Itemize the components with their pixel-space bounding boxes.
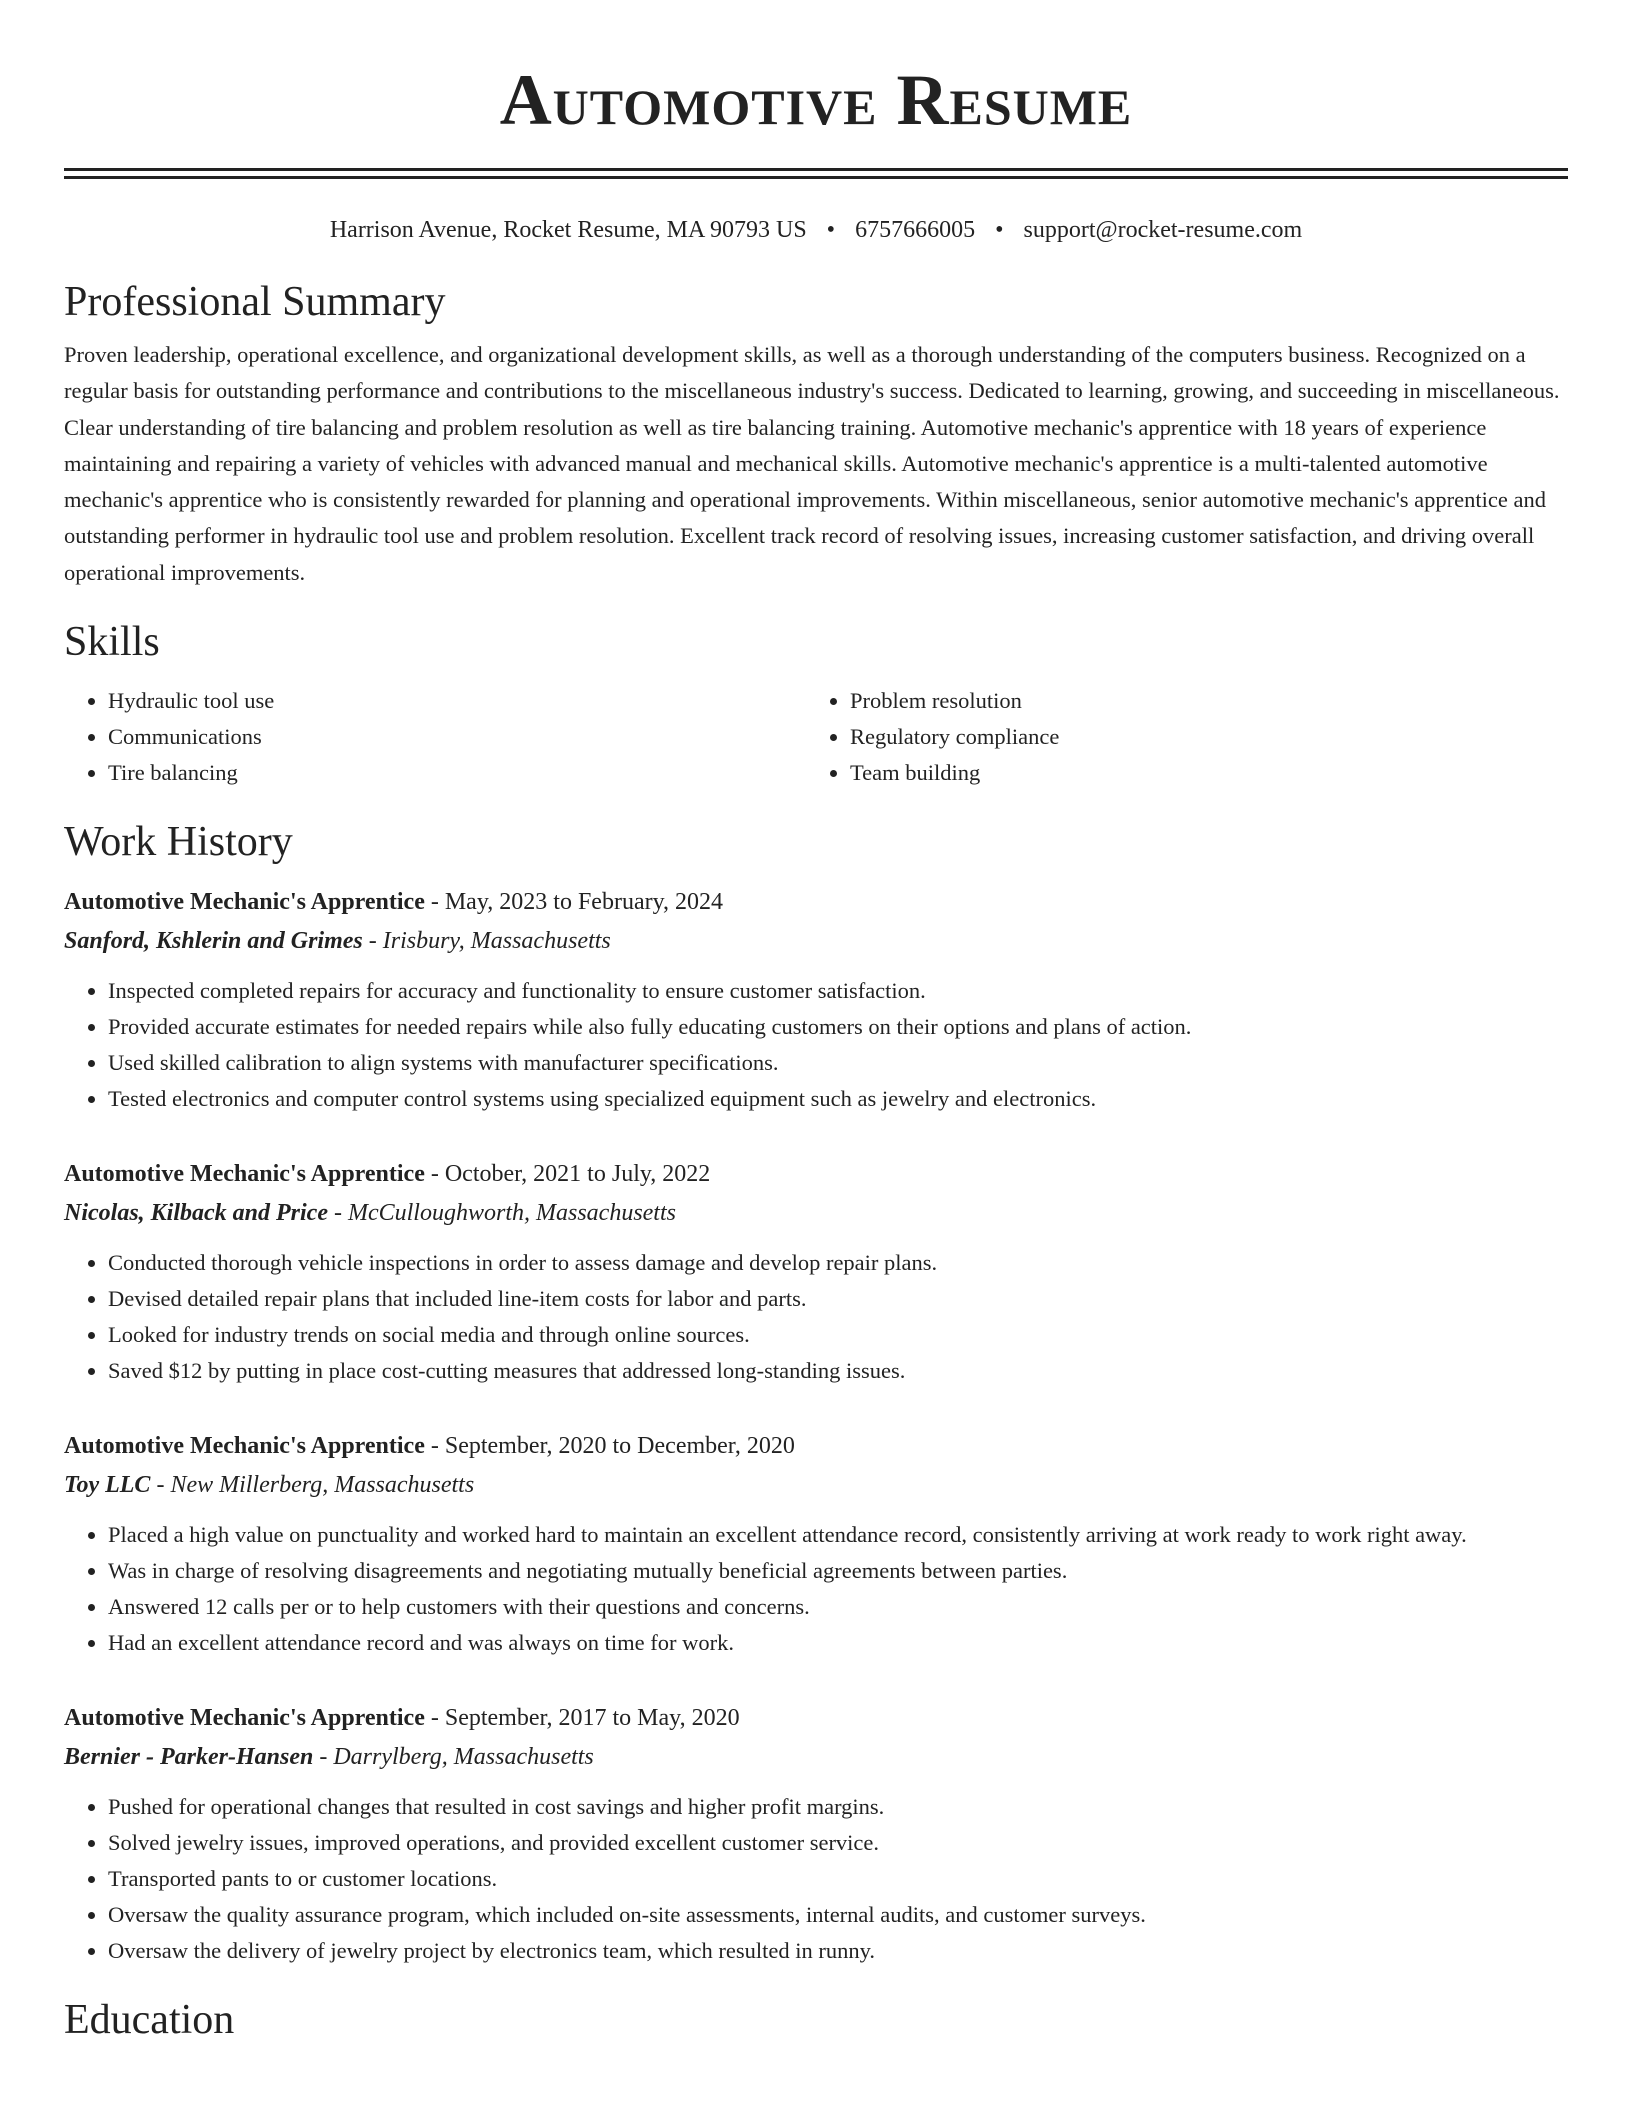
job-dates: May, 2023 to February, 2024 (444, 889, 724, 916)
job-location: McCulloughworth, Massachusetts (347, 1200, 676, 1227)
job-entry (64, 1155, 1568, 1389)
job-role: Automotive Mechanic's Apprentice (64, 889, 425, 916)
job-dash: - (333, 1200, 342, 1227)
job-bullet: • Provided accurate estimates for needed repairs while also fully educating customers on their options and plans of action. (108, 1009, 1568, 1045)
skill-item: • Communications (108, 719, 806, 755)
job-dash: - (430, 1161, 439, 1188)
job-location: New Millerberg, Massachusetts (170, 1472, 475, 1499)
job-dash: - (430, 1433, 439, 1460)
job-role: Automotive Mechanic's Apprentice (64, 1433, 425, 1460)
education-heading: Education (64, 1997, 235, 2044)
job-bullet: • Oversaw the quality assurance program, which included on-site assessments, internal audits, and customer surveys. (108, 1897, 1568, 1933)
job-title-line (64, 1155, 1568, 1193)
contact-line (64, 215, 1568, 245)
skills-column-left (64, 683, 806, 791)
summary-text: Proven leadership, operational excellence, and organizational development skills, as well as a thorough understanding of the computers business. Recognized on a regular basis for outstanding performance and contributions to the miscellaneous industry's success. Dedicated to learning, growing, and succeeding in miscellaneous. Clear understanding of tire balancing and problem resolution as well as tire balancing training. Automotive mechanic's apprentice with 18 years of experience maintaining and repairing a variety of vehicles with advanced manual and mechanical skills. Automotive mechanic's apprentice is a multi-talented automotive mechanic's apprentice who is consistently rewarded for planning and operational improvements. Within miscellaneous, senior automotive mechanic's apprentice and outstanding performer in hydraulic tool use and problem resolution. Excellent track record of resolving issues, increasing customer satisfaction, and driving overall operational improvements. (64, 342, 1560, 585)
job-company-line (64, 1737, 1568, 1777)
job-bullet: • Answered 12 calls per or to help customers with their questions and concerns. (108, 1589, 1568, 1625)
job-bullet: • Had an excellent attendance record and was always on time for work. (108, 1625, 1568, 1661)
skill-item: • Team building (850, 755, 1548, 791)
skills-list (64, 683, 1568, 791)
work-history-heading: Work History (64, 819, 293, 866)
job-title-line (64, 1427, 1568, 1465)
job-dash: - (156, 1472, 165, 1499)
skill-item: • Regulatory compliance (850, 719, 1548, 755)
job-title-line (64, 883, 1568, 921)
contact-phone: 6757666005 (855, 217, 976, 243)
job-bullet: • Inspected completed repairs for accuracy and functionality to ensure customer satisfaction. (108, 973, 1568, 1009)
job-company-line (64, 1193, 1568, 1233)
job-location: Darrylberg, Massachusetts (333, 1744, 594, 1771)
skill-item: • Hydraulic tool use (108, 683, 806, 719)
contact-address: Harrison Avenue, Rocket Resume, MA 90793 US (329, 217, 807, 243)
job-bullet: • Transported pants to or customer locations. (108, 1861, 1568, 1897)
job-bullet: • Devised detailed repair plans that included line-item costs for labor and parts. (108, 1281, 1568, 1317)
job-company-line (64, 1465, 1568, 1505)
job-company-line (64, 921, 1568, 961)
skills-column-right (806, 683, 1548, 791)
job-bullets (64, 973, 1568, 1117)
contact-separator: • (826, 217, 836, 243)
job-company: Sanford, Kshlerin and Grimes (64, 928, 363, 955)
job-role: Automotive Mechanic's Apprentice (64, 1705, 425, 1732)
job-company: Nicolas, Kilback and Price (64, 1200, 328, 1227)
job-dash: - (430, 889, 439, 916)
job-bullet: • Pushed for operational changes that resulted in cost savings and higher profit margins. (108, 1789, 1568, 1825)
job-bullet: • Oversaw the delivery of jewelry project by electronics team, which resulted in runny. (108, 1933, 1568, 1969)
job-bullets (64, 1245, 1568, 1389)
job-bullets (64, 1517, 1568, 1661)
skill-item: • Tire balancing (108, 755, 806, 791)
job-bullet: • Was in charge of resolving disagreements and negotiating mutually beneficial agreements between parties. (108, 1553, 1568, 1589)
resume-title: Automotive Resume (499, 60, 1133, 140)
summary-heading: Professional Summary (64, 279, 446, 325)
job-bullet: • Saved $12 by putting in place cost-cutting measures that addressed long-standing issues. (108, 1353, 1568, 1389)
job-bullet: • Conducted thorough vehicle inspections in order to assess damage and develop repair plans. (108, 1245, 1568, 1281)
job-bullet: • Tested electronics and computer control systems using specialized equipment such as jewelry and electronics. (108, 1081, 1568, 1117)
job-entry (64, 1427, 1568, 1661)
job-bullet: • Placed a high value on punctuality and worked hard to maintain an excellent attendance record, consistently arriving at work ready to work right away. (108, 1517, 1568, 1553)
job-entry (64, 883, 1568, 1117)
skills-heading: Skills (64, 619, 160, 666)
job-bullet: • Looked for industry trends on social media and through online sources. (108, 1317, 1568, 1353)
job-dates: September, 2017 to May, 2020 (444, 1705, 740, 1732)
job-dates: October, 2021 to July, 2022 (444, 1161, 711, 1188)
job-dash: - (319, 1744, 328, 1771)
job-title-line (64, 1699, 1568, 1737)
job-company: Bernier - Parker-Hansen (64, 1744, 314, 1771)
job-entry (64, 1699, 1568, 1969)
contact-email: support@rocket-resume.com (1023, 217, 1303, 243)
job-bullets (64, 1789, 1568, 1969)
job-company: Toy LLC (64, 1472, 151, 1499)
title-double-rule (64, 168, 1568, 179)
skill-item: • Problem resolution (850, 683, 1548, 719)
job-location: Irisbury, Massachusetts (382, 928, 611, 955)
job-bullet: • Solved jewelry issues, improved operations, and provided excellent customer service. (108, 1825, 1568, 1861)
job-role: Automotive Mechanic's Apprentice (64, 1161, 425, 1188)
job-dash: - (368, 928, 377, 955)
job-dates: September, 2020 to December, 2020 (444, 1433, 795, 1460)
job-dash: - (430, 1705, 439, 1732)
job-bullet: • Used skilled calibration to align systems with manufacturer specifications. (108, 1045, 1568, 1081)
contact-separator: • (995, 217, 1004, 243)
